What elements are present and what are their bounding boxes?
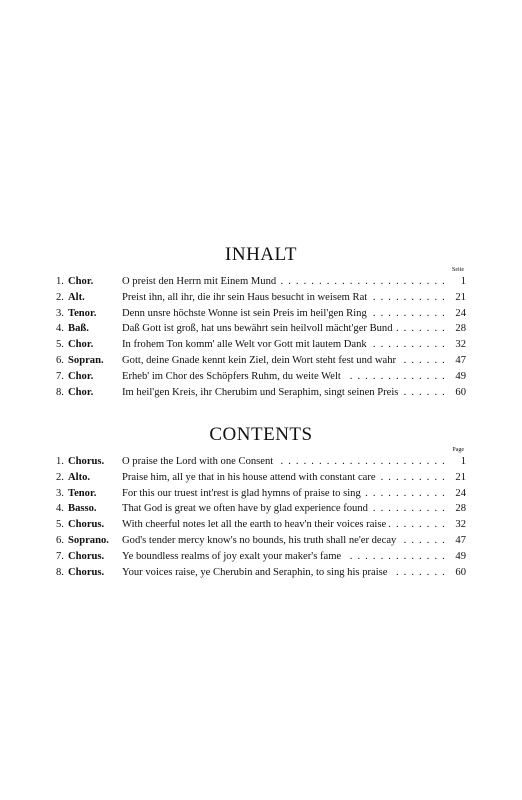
entry-voice: Tenor. <box>68 307 97 319</box>
toc-entry <box>56 290 466 306</box>
entry-title-text: Erheb' im Chor des Schöpfers Ruhm, du weite Welt <box>122 371 344 382</box>
inhalt-page-label: Seite <box>452 267 464 273</box>
entry-page: 21 <box>446 290 466 306</box>
toc-entry <box>56 369 466 385</box>
entry-number: 2. <box>56 291 64 303</box>
entry-title <box>122 385 446 401</box>
toc-entry <box>56 321 466 337</box>
toc-entry <box>56 385 466 401</box>
entry-page: 28 <box>446 501 466 517</box>
entry-title <box>122 306 446 322</box>
entry-page: 49 <box>446 369 466 385</box>
entry-number: 7. <box>56 550 64 562</box>
entry-title-text: That God is great we often have by glad experience found <box>122 503 371 514</box>
toc-entry <box>56 549 466 565</box>
entry-title <box>122 321 446 337</box>
inhalt-entries <box>56 274 466 400</box>
toc-entry <box>56 501 466 517</box>
inhalt-heading: INHALT <box>225 244 297 265</box>
entry-voice: Chorus. <box>68 519 105 531</box>
entry-title-text: Preist ihn, all ihr, die ihr sein Haus besucht in weisem Rat <box>122 292 370 303</box>
entry-voice: Alto. <box>68 471 91 483</box>
entry-title <box>122 454 446 470</box>
entry-number: 5. <box>56 339 64 351</box>
contents-entries <box>56 454 466 580</box>
entry-number: 3. <box>56 487 64 499</box>
contents-section <box>56 424 466 580</box>
entry-voice: Chor. <box>68 370 94 382</box>
entry-number: 4. <box>56 503 64 515</box>
entry-page: 21 <box>446 470 466 486</box>
entry-number: 3. <box>56 307 64 319</box>
entry-voice: Baß. <box>68 323 89 335</box>
toc-entry <box>56 274 466 290</box>
entry-title-text: Im heil'gen Kreis, ihr Cherubim und Seraphim, singt seinen Preis <box>122 387 401 398</box>
entry-number: 1. <box>56 276 64 287</box>
entry-title <box>122 274 446 290</box>
entry-voice: Alt. <box>68 291 85 303</box>
toc-entry <box>56 337 466 353</box>
entry-voice: Soprano. <box>68 534 109 546</box>
entry-title-text: Praise him, all ye that in his house attend with constant care <box>122 472 379 483</box>
entry-voice: Basso. <box>68 503 97 515</box>
entry-page: 28 <box>446 321 466 337</box>
entry-voice: Tenor. <box>68 487 97 499</box>
entry-page: 32 <box>446 337 466 353</box>
entry-voice: Chorus. <box>68 456 105 467</box>
entry-title-text: With cheerful notes let all the earth to heav'n their voices raise <box>122 519 389 530</box>
toc-entry <box>56 517 466 533</box>
entry-title <box>122 549 446 565</box>
entry-page: 32 <box>446 517 466 533</box>
entry-title-text: Your voices raise, ye Cherubin and Seraphin, to sing his praise <box>122 567 391 578</box>
entry-page: 60 <box>446 565 466 581</box>
entry-title-text: For this our truest int'rest is glad hymns of praise to sing <box>122 488 364 499</box>
entry-number: 2. <box>56 471 64 483</box>
toc-entry <box>56 533 466 549</box>
entry-voice: Chor. <box>68 386 94 398</box>
entry-title <box>122 565 446 581</box>
entry-voice: Sopran. <box>68 354 104 366</box>
entry-number: 8. <box>56 386 64 398</box>
entry-voice: Chorus. <box>68 566 105 578</box>
toc-entry <box>56 353 466 369</box>
entry-title <box>122 470 446 486</box>
entry-title-text: Gott, deine Gnade kennt kein Ziel, dein Wort steht fest und wahr <box>122 355 399 366</box>
entry-page: 1 <box>446 274 466 290</box>
entry-page: 60 <box>446 385 466 401</box>
entry-page: 24 <box>446 306 466 322</box>
entry-title <box>122 533 446 549</box>
entry-title-text: O preist den Herrn mit Einem Mund <box>122 276 279 287</box>
entry-page: 24 <box>446 486 466 502</box>
entry-number: 1. <box>56 456 64 467</box>
contents-heading: CONTENTS <box>209 424 313 445</box>
toc-entry <box>56 454 466 470</box>
entry-title <box>122 290 446 306</box>
entry-title <box>122 517 446 533</box>
entry-page: 1 <box>446 454 466 470</box>
entry-voice: Chor. <box>68 339 94 351</box>
entry-title-text: O praise the Lord with one Consent <box>122 456 276 467</box>
contents-page-label: Page <box>452 447 464 453</box>
toc-entry <box>56 470 466 486</box>
entry-number: 8. <box>56 566 64 578</box>
entry-number: 6. <box>56 354 64 366</box>
entry-title-text: Denn unsre höchste Wonne ist sein Preis im heil'gen Ring <box>122 308 370 319</box>
entry-title-text: Ye boundless realms of joy exalt your maker's fame <box>122 551 344 562</box>
entry-number: 4. <box>56 323 64 335</box>
entry-title <box>122 337 446 353</box>
entry-voice: Chor. <box>68 276 94 287</box>
entry-page: 47 <box>446 533 466 549</box>
entry-title-text: God's tender mercy know's no bounds, his truth shall ne'er decay <box>122 535 399 546</box>
entry-page: 49 <box>446 549 466 565</box>
entry-number: 5. <box>56 519 64 531</box>
inhalt-section <box>56 244 466 400</box>
toc-entry <box>56 306 466 322</box>
entry-title-text: Daß Gott ist groß, hat uns bewährt sein heilvoll mächt'ger Bund <box>122 323 396 334</box>
entry-title <box>122 353 446 369</box>
toc-entry <box>56 486 466 502</box>
entry-voice: Chorus. <box>68 550 105 562</box>
entry-title <box>122 501 446 517</box>
toc-entry <box>56 565 466 581</box>
entry-number: 7. <box>56 370 64 382</box>
entry-title <box>122 369 446 385</box>
entry-title-text: In frohem Ton komm' alle Welt vor Gott mit lautem Dank <box>122 339 370 350</box>
entry-number: 6. <box>56 534 64 546</box>
entry-title <box>122 486 446 502</box>
entry-page: 47 <box>446 353 466 369</box>
